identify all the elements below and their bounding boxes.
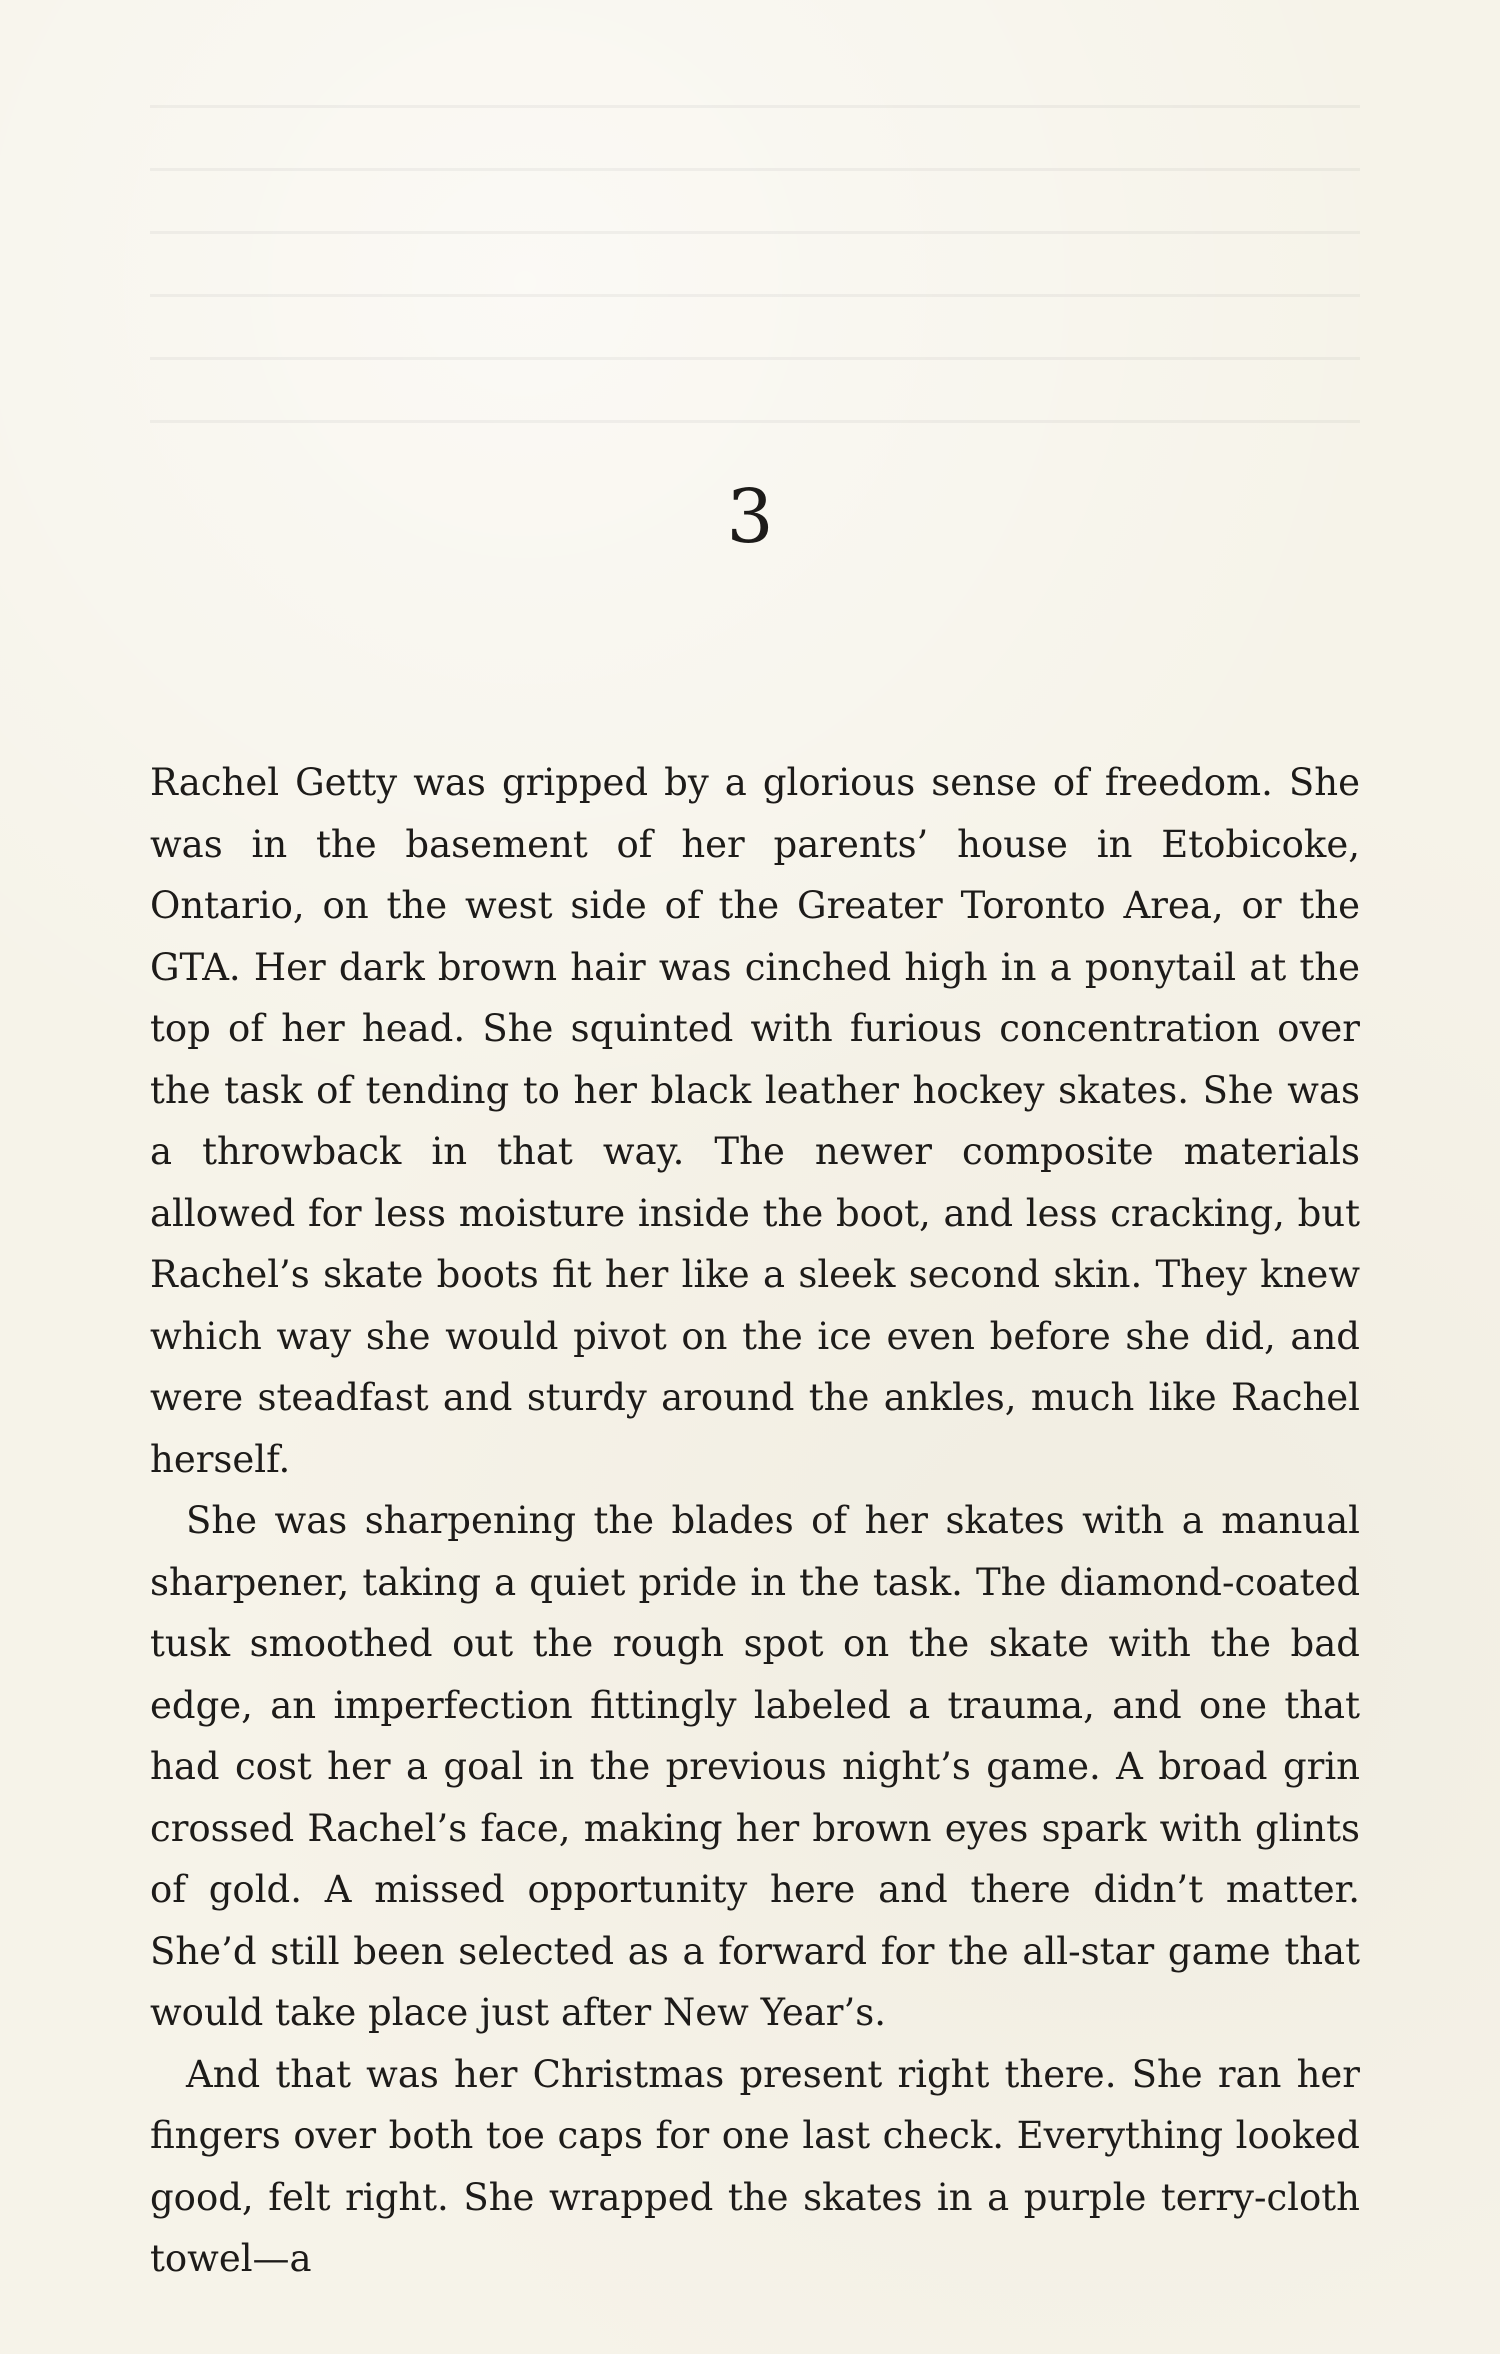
chapter-number: 3 <box>726 474 774 560</box>
paragraph: And that was her Christmas present right there. She ran her fingers over both toe caps for one last check. Everything looked good, felt right. She wrapped the skates in a purple terry-cloth towel—a <box>150 2052 1360 2280</box>
show-through-line <box>150 357 1360 360</box>
paragraph: Rachel Getty was gripped by a glorious sense of freedom. She was in the basement of her parents’ house in Etobicoke, Ontario, on the west side of the Greater Toronto Area, or the GTA. Her dark brown hair was cinched high in a ponytail at the top of her head. She squinted with furious concentration over the task of tending to her black leather hockey skates. She was a throwback in that way. The newer composite materials allowed for less moisture inside the boot, and less cracking, but Rachel’s skate boots fit her like a sleek second skin. They knew which way she would pivot on the ice even before she did, and were steadfast and sturdy around the ankles, much like Rachel herself. <box>150 761 1360 1481</box>
show-through-line <box>150 168 1360 171</box>
paragraph: She was sharpening the blades of her skates with a manual sharpener, taking a quiet pride in the task. The diamond-coated tusk smoothed out the rough spot on the skate with the bad edge, an imperfection fittingly labeled a trauma, and one that had cost her a goal in the previous night’s game. A broad grin crossed Rachel’s face, making her brown eyes spark with glints of gold. A missed opportunity here and there didn’t matter. She’d still been selected as a forward for the all-star game that would take place just after New Year’s. <box>150 1499 1360 2034</box>
chapter-body-text <box>150 752 1360 2290</box>
show-through-line <box>150 105 1360 108</box>
show-through-line <box>150 420 1360 423</box>
show-through-line <box>150 231 1360 234</box>
show-through-line <box>150 294 1360 297</box>
